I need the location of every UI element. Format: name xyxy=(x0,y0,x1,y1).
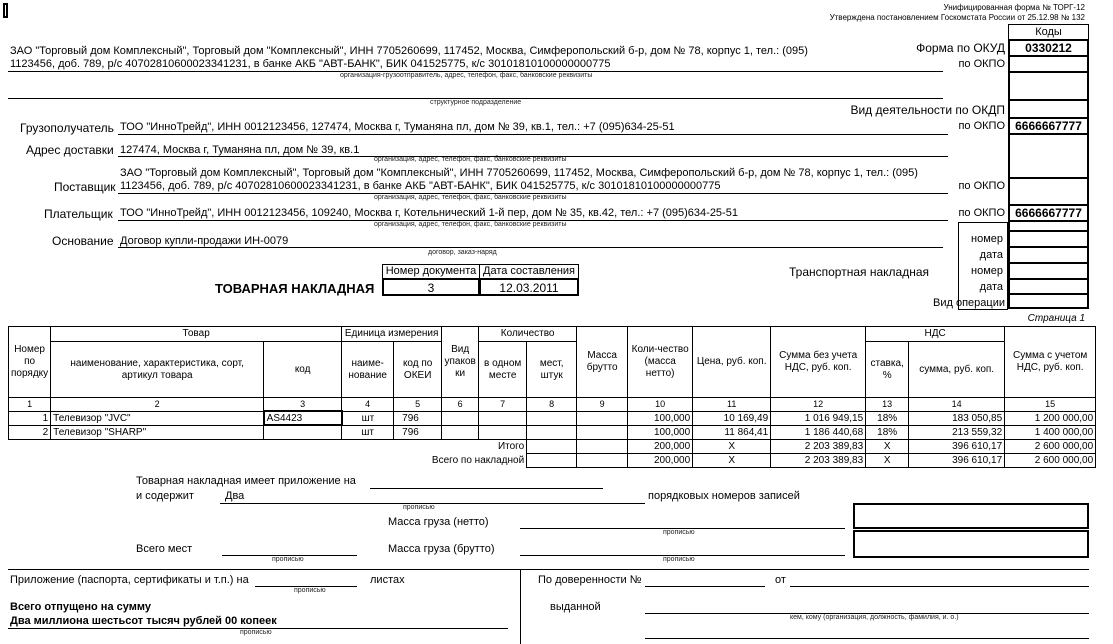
row-price[interactable]: 10 169,49 xyxy=(693,411,771,425)
delivery-label: Адрес доставки xyxy=(26,143,114,157)
row-code[interactable]: AS4423 xyxy=(264,411,342,425)
row-places[interactable] xyxy=(527,425,577,439)
row-unit[interactable]: шт xyxy=(342,411,394,425)
proxy-label: По доверенности № xyxy=(538,574,642,586)
itogo-total: 2 600 000,00 xyxy=(1005,439,1096,453)
itogo-price: X xyxy=(693,439,771,453)
okpo-label-1: по ОКПО xyxy=(958,58,1005,70)
okpo-label-3: по ОКПО xyxy=(958,180,1005,192)
codes-header: Коды xyxy=(1008,24,1089,40)
th-qty: Количество xyxy=(479,327,577,342)
row-price[interactable]: 11 864,41 xyxy=(693,425,771,439)
okpo-shipper-value[interactable] xyxy=(1008,56,1089,72)
col-num-7: 7 xyxy=(479,398,527,412)
appendix-label: Приложение (паспорта, сертификаты и т.п.) на xyxy=(10,574,249,586)
th-pack: Вид упаков ки xyxy=(442,327,479,398)
propis-caption-4: прописью xyxy=(663,556,695,563)
amount-words[interactable]: Два миллиона шестьсот тысяч рублей 00 копеек xyxy=(10,615,277,627)
row-sum[interactable]: 1 016 949,15 xyxy=(771,411,866,425)
row-okei[interactable]: 796 xyxy=(394,425,442,439)
mass-net-label: Масса груза (нетто) xyxy=(388,516,489,528)
basis-number-value[interactable] xyxy=(1008,231,1089,247)
itogo-rate: X xyxy=(866,439,909,453)
delivery-caption: организация, адрес, телефон, факс, банковские реквизиты xyxy=(374,156,567,163)
th-price: Цена, руб. коп. xyxy=(693,327,771,398)
basis-label: Основание xyxy=(52,234,114,248)
col-num-4: 4 xyxy=(342,398,394,412)
okud-value[interactable]: 0330212 xyxy=(1008,40,1089,56)
transport-number-value[interactable] xyxy=(1008,263,1089,279)
col-num-5: 5 xyxy=(394,398,442,412)
vsego-row xyxy=(9,453,1096,467)
row-pack[interactable] xyxy=(442,411,479,425)
row-name[interactable]: Телевизор "JVC" xyxy=(51,411,264,425)
row-vat[interactable]: 183 050,85 xyxy=(909,411,1005,425)
supplier-caption: организация, адрес, телефон, факс, банковские реквизиты xyxy=(374,194,567,201)
payer-label: Плательщик xyxy=(44,207,113,221)
vsego-places xyxy=(527,453,577,467)
text-cursor-icon xyxy=(3,3,8,18)
row-num: 1 xyxy=(9,411,51,425)
doc-title: ТОВАРНАЯ НАКЛАДНАЯ xyxy=(215,281,375,296)
th-places: мест, штук xyxy=(527,342,577,398)
consignee-label: Грузополучатель xyxy=(20,121,114,135)
transport-date-value[interactable] xyxy=(1008,279,1089,294)
row-unit[interactable]: шт xyxy=(342,425,394,439)
propis-caption-3: прописью xyxy=(272,556,304,563)
th-unit: Единица измерения xyxy=(342,327,442,342)
row-pack[interactable] xyxy=(442,425,479,439)
vsego-label: Всего по накладной xyxy=(431,454,525,466)
th-unit-name: наиме-нование xyxy=(342,342,394,398)
issued-caption: кем, кому (организация, должность, фамилия, и. о.) xyxy=(790,614,959,621)
operation-label: Вид операции xyxy=(933,297,1005,309)
contains-value[interactable]: Два xyxy=(225,490,245,502)
okpo-payer-value[interactable]: 6666667777 xyxy=(1008,205,1089,221)
col-num-12: 12 xyxy=(771,398,866,412)
supplier-line-1[interactable]: ЗАО "Торговый дом Комплексный", Торговый дом "Комплексный", ИНН 7705260699, 117452, Москва, Симферопольский б-р, дом № 78, корпус 1, тел.: (095) xyxy=(120,167,918,179)
vsego-rate: X xyxy=(866,453,909,467)
itogo-row xyxy=(9,439,1096,453)
okpo-label-2: по ОКПО xyxy=(958,120,1005,132)
row-total[interactable]: 1 200 000,00 xyxy=(1005,411,1096,425)
doc-date-label: Дата составления xyxy=(479,264,579,279)
row-code[interactable] xyxy=(264,425,342,439)
signature-box-2[interactable] xyxy=(853,530,1089,558)
propis-caption-2: прописью xyxy=(663,529,695,536)
transport-date-label: дата xyxy=(979,281,1003,293)
payer-value[interactable]: ТОО "ИнноТрейд", ИНН 0012123456, 109240, Москва г, Котельнический 1-й пер, дом № 35, кв.42, тел.: +7 (095)634-25-51 xyxy=(120,207,738,219)
shipper-line-1: ЗАО "Торговый дом Комплексный", Торговый дом "Комплексный", ИНН 7705260699, 117452, Москва, Симферопольский б-р, дом № 78, корпус 1, тел.: (095) xyxy=(10,45,808,57)
itogo-places xyxy=(527,439,577,453)
sheets-label: листах xyxy=(370,574,405,586)
supplier-line-2[interactable]: 1123456, доб. 789, р/с 40702810600023341231, в банке АКБ "АВТ-БАНК", БИК 041525775, к/с 30101810100000000775 xyxy=(120,180,721,192)
col-num-15: 15 xyxy=(1005,398,1096,412)
th-net: Коли-чество (масса нетто) xyxy=(628,327,693,398)
page-number: Страница 1 xyxy=(1027,313,1085,324)
col-num-1: 1 xyxy=(9,398,51,412)
row-okei[interactable]: 796 xyxy=(394,411,442,425)
th-sum-vat: Сумма с учетом НДС, руб. коп. xyxy=(1005,327,1096,398)
itogo-label: Итого xyxy=(497,440,525,452)
col-num-6: 6 xyxy=(442,398,479,412)
basis-date-label: дата xyxy=(979,249,1003,261)
propis-caption-5: прописью xyxy=(294,587,326,594)
doc-date-value[interactable]: 12.03.2011 xyxy=(479,278,579,296)
attach-line-2: и содержит xyxy=(136,490,194,502)
basis-number-label: номер xyxy=(971,233,1003,245)
th-goods-name: наименование, характеристика, сорт, артикул товара xyxy=(51,342,264,398)
col-num-14: 14 xyxy=(909,398,1005,412)
basis-value[interactable]: Договор купли-продажи ИН-0079 xyxy=(120,235,289,247)
places-label: Всего мест xyxy=(136,543,193,555)
propis-caption-1: прописью xyxy=(403,504,435,511)
th-code: код xyxy=(264,342,342,398)
row-sum[interactable]: 1 186 440,68 xyxy=(771,425,866,439)
col-num-11: 11 xyxy=(693,398,771,412)
goods-table xyxy=(8,326,1096,468)
doc-num-value[interactable]: 3 xyxy=(382,278,480,296)
itogo-gross xyxy=(577,439,628,453)
vsego-vat: 396 610,17 xyxy=(909,453,1005,467)
th-okei: код по ОКЕИ xyxy=(394,342,442,398)
row-vat[interactable]: 213 559,32 xyxy=(909,425,1005,439)
row-rate[interactable]: 18% xyxy=(866,411,909,425)
issued-label: выданной xyxy=(550,601,601,613)
th-vat: НДС xyxy=(866,327,1005,342)
transport-label: Транспортная накладная xyxy=(789,265,930,279)
row-places[interactable] xyxy=(527,411,577,425)
delivery-code[interactable] xyxy=(1008,134,1089,178)
th-in-one: в одном месте xyxy=(479,342,527,398)
doc-num-label: Номер документа xyxy=(382,264,480,279)
records-label: порядковых номеров записей xyxy=(648,490,800,502)
division-caption: структурное подразделение xyxy=(430,99,522,106)
transport-number-label: номер xyxy=(971,265,1003,277)
basis-caption: договор, заказ-наряд xyxy=(428,249,497,256)
col-num-13: 13 xyxy=(866,398,909,412)
payer-caption: организация, адрес, телефон, факс, банковские реквизиты xyxy=(374,221,567,228)
th-goods: Товар xyxy=(51,327,342,342)
okdp-label: Вид деятельности по ОКДП xyxy=(850,103,1005,117)
row-gross[interactable] xyxy=(577,425,628,439)
th-rate: ставка, % xyxy=(866,342,909,398)
row-rate[interactable]: 18% xyxy=(866,425,909,439)
vsego-total: 2 600 000,00 xyxy=(1005,453,1096,467)
row-in-one[interactable] xyxy=(479,425,527,439)
okud-label: Форма по ОКУД xyxy=(916,41,1005,55)
col-num-3: 3 xyxy=(264,398,342,412)
row-name[interactable]: Телевизор "SHARP" xyxy=(51,425,264,439)
from-label: от xyxy=(775,574,786,586)
attach-line-1: Товарная накладная имеет приложение на xyxy=(136,475,356,487)
delivery-value[interactable]: 127474, Москва г, Туманяна пл, дом № 39, кв.1 xyxy=(120,144,360,156)
shipper-line-2: 1123456, доб. 789, р/с 40702810600023341231, в банке АКБ "АВТ-БАНК", БИК 041525775, к/с 30101810100000000775 xyxy=(10,58,611,70)
okpo-supplier-value[interactable] xyxy=(1008,178,1089,205)
th-gross: Масса брутто xyxy=(577,327,628,398)
signature-box-1[interactable] xyxy=(853,503,1089,529)
row-gross[interactable] xyxy=(577,411,628,425)
okdp-value[interactable] xyxy=(1008,100,1089,118)
okpo-consignee-value[interactable]: 6666667777 xyxy=(1008,118,1089,134)
col-num-10: 10 xyxy=(628,398,693,412)
approved-label: Утверждена постановлением Госкомстата России от 25.12.98 № 132 xyxy=(829,13,1085,22)
row-net[interactable]: 100,000 xyxy=(628,425,693,439)
consignee-value[interactable]: ТОО "ИнноТрейд", ИНН 0012123456, 127474, Москва г, Туманяна пл, дом № 39, кв.1, тел.: +7 (095)634-25-51 xyxy=(120,121,675,133)
th-num: Номер по порядку xyxy=(9,327,51,398)
vsego-gross xyxy=(577,453,628,467)
row-net[interactable]: 100,000 xyxy=(628,411,693,425)
col-num-2: 2 xyxy=(51,398,264,412)
th-vat-sum: сумма, руб. коп. xyxy=(909,342,1005,398)
vsego-net: 200,000 xyxy=(628,453,693,467)
propis-caption-6: прописью xyxy=(240,629,272,636)
okpo-label-4: по ОКПО xyxy=(958,207,1005,219)
th-sum-no-vat: Сумма без учета НДС, руб. коп. xyxy=(771,327,866,398)
itogo-net: 200,000 xyxy=(628,439,693,453)
table-row xyxy=(9,425,1096,439)
unified-form-label: Унифицированная форма № ТОРГ-12 xyxy=(943,3,1085,12)
table-row xyxy=(9,411,1096,425)
row-total[interactable]: 1 400 000,00 xyxy=(1005,425,1096,439)
division-code[interactable] xyxy=(1008,72,1089,100)
supplier-label: Поставщик xyxy=(54,180,116,194)
row-num: 2 xyxy=(9,425,51,439)
itogo-sum: 2 203 389,83 xyxy=(771,439,866,453)
operation-value[interactable] xyxy=(1008,294,1089,309)
basis-date-value[interactable] xyxy=(1008,247,1089,263)
itogo-vat: 396 610,17 xyxy=(909,439,1005,453)
col-num-8: 8 xyxy=(527,398,577,412)
mass-gross-label: Масса груза (брутто) xyxy=(388,543,495,555)
vsego-sum: 2 203 389,83 xyxy=(771,453,866,467)
col-num-9: 9 xyxy=(577,398,628,412)
row-in-one[interactable] xyxy=(479,411,527,425)
vsego-price: X xyxy=(693,453,771,467)
spacer-code xyxy=(1008,221,1089,231)
shipper-caption: организация-грузоотправитель, адрес, телефон, факс, банковские реквизиты xyxy=(340,72,593,79)
released-label: Всего отпущено на сумму xyxy=(10,601,151,613)
